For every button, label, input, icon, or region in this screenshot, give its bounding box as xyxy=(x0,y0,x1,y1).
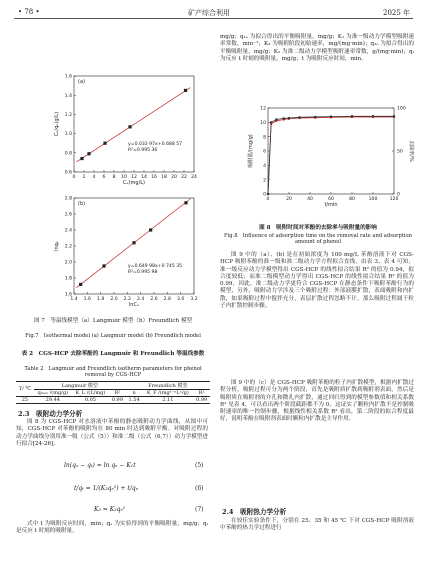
x-tick-label: 6 xyxy=(102,175,106,180)
data-point xyxy=(298,116,300,118)
x-tick-label: 4 xyxy=(92,175,96,180)
table2-header: R² xyxy=(114,390,121,396)
fig8-chart xyxy=(220,100,416,220)
panel-label: (b) xyxy=(78,201,86,207)
fig9-discussion: 图 9 中的（a）、(b) 是在初始浓度为 100 mg/L 苯酚溶液下对 CGS-HCP 吸附苯酚的准一级和准二级动力学方程拟合直线，由表 3、表 4 可知，准一级反应动力学模型得出 CGS-HCP 的线性拟合结果 R² 的值为 0.94，拟合度较低；而准二级模型动力学得出 CGS-HCP 的线性拟合结果 R² 的值为 0.99，因此，准二级动力学更符合 CGS-HCP 在静态条件下吸附苯酚行为的模型，另外，吸附动力学涉及三个吸附过程：外部液膜扩散，表面吸附和内扩散，如果吸附过程中搅拌充分，表层扩散过程忽略不计，那么吸附过程属于粒子内扩散控制步骤。 xyxy=(220,252,414,310)
plot-frame xyxy=(74,198,194,294)
page-number: • 78 • xyxy=(18,8,40,16)
section-2-3-para1: 图 8 为 CGS-HCP 对水溶液中苯酚的静态吸附动力学曲线，从图中可知，CGS-HCP 对苯酚的吸附均在 80 min 时达到吸附平衡。对吸附过程的动力学曲线分别用准一级（公式（5））和准二级（公式（6,7））动力学模型进行拟合[24-26]。 xyxy=(16,419,208,447)
data-point xyxy=(80,157,83,160)
x-tick-label: 0 xyxy=(266,197,270,202)
y-tick-label: 0 xyxy=(263,192,266,198)
panel-label: (a) xyxy=(78,79,85,85)
fig7a-plot xyxy=(54,74,197,186)
plot-frame xyxy=(268,108,394,194)
x-tick-label: 20 xyxy=(171,175,177,180)
data-point xyxy=(393,115,395,117)
x-tick-label: 40 xyxy=(307,197,313,202)
equation-7: K₃ = K₂qₑ² xyxy=(94,506,126,513)
journal-year: 2025 年 xyxy=(383,9,411,17)
fig7-charts xyxy=(16,70,206,320)
x-tick-label: 1.4 xyxy=(70,297,78,302)
data-point xyxy=(351,115,353,117)
series-line xyxy=(268,117,394,194)
table-row xyxy=(16,397,210,404)
x-tick-label: 1.8 xyxy=(97,297,105,302)
x-tick-label: 3.2 xyxy=(190,297,198,302)
y-tick-label: 10 xyxy=(260,120,266,126)
table2-caption-en: Table 2 Langmuir and Freundlich isotherm parameters for phenol removal by CGS-HCP xyxy=(24,366,202,379)
x-tick-label: 16 xyxy=(151,175,157,180)
y-tick-label: 2.8 xyxy=(64,196,72,202)
x-tick-label: 3.0 xyxy=(177,297,185,302)
x-tick-label: 2.4 xyxy=(137,297,145,302)
x-tick-label: 22 xyxy=(181,175,187,180)
fig9c-discussion: 图 9 中的（c）是 CGS-HCP 吸附苯酚的粒子内扩散模型，根据内扩散过程分析，吸附过程可分为两个阶段，首先是吸附质扩散到吸附剂表面，然后是吸附质在吸附剂的介孔和微孔内扩散，通过回归得到的模型参数值和相关系数 R² 见表 4，可以看出两个阶段截距都不为 0，这证实了颗粒内扩散不是控制吸附速率的唯一控制步骤，根据线性相关系数 R² 看出，第二阶段的拟合程度最好，说明苯酚在吸附剂表面时颗粒内扩散是主导作用。 xyxy=(220,380,414,423)
x-tick-label: 10 xyxy=(121,175,127,180)
x-tick-label: 20 xyxy=(286,197,292,202)
table2-cell: 0.99 xyxy=(111,397,123,403)
y-tick-label: 2.4 xyxy=(64,228,72,234)
x-tick-label: 1.6 xyxy=(83,297,91,302)
x-tick-label: 100 xyxy=(368,197,378,202)
fig7b-plot xyxy=(54,196,198,308)
equation-5: ln(qₑ − qₜ) = ln qₑ − K₁t xyxy=(64,462,136,469)
data-point xyxy=(128,125,131,128)
section-2-3-para2: 式中 t 为吸附反应时间，min；qₑ 为实验得到的平衡吸附量，mg/g；qₜ 是反应 t 时刻的吸附量， xyxy=(16,521,208,535)
x-tick-label: 14 xyxy=(141,175,147,180)
y-tick-label: 6 xyxy=(263,149,266,155)
x-tick-label: 120 xyxy=(389,197,399,202)
x-tick-label: 80 xyxy=(349,197,355,202)
x-tick-label: 8 xyxy=(112,175,116,180)
fit-r2: R²=0.995 98 xyxy=(128,270,158,276)
equation-6: t/qₜ = 1/(K₂qₑ²) + t/qₑ xyxy=(74,485,139,492)
x-tick-label: 60 xyxy=(328,197,334,202)
data-point xyxy=(184,89,187,92)
fig7-caption-cn: 图 7 等温线模型（a）Langmuir 模型（b）Freundlich 模型 xyxy=(33,318,193,324)
table2 xyxy=(16,381,210,404)
x-tick-label: 2 xyxy=(82,175,86,180)
fig7-caption-en: Fig.7 Isothermal model (a) Langmuir model (b) Freundlich model xyxy=(25,333,201,339)
x-tick-label: 2.8 xyxy=(163,297,171,302)
y-tick-label: 2.2 xyxy=(64,244,72,250)
table2-cell: 25 xyxy=(21,397,29,403)
x-tick-label: 2.6 xyxy=(150,297,158,302)
section-2-4-heading: 2.4 吸附热力学分析 xyxy=(222,508,287,516)
x-axis-label: lnCₑ xyxy=(128,302,140,308)
section-2-3-heading: 2.3 吸附动力学分析 xyxy=(18,410,83,418)
y-tick-label: 2.6 xyxy=(64,212,72,218)
table2-cell: 0.05 xyxy=(84,397,96,403)
y-tick-label: 2 xyxy=(263,178,266,184)
table2-group: Langmuir 模型 xyxy=(34,382,126,390)
data-point xyxy=(79,283,82,286)
y-tick-label: 0.6 xyxy=(64,170,72,176)
y-axis-label: Cₑ/qₑ(g/L) xyxy=(54,111,60,137)
data-point xyxy=(288,117,290,119)
table2-header: R² xyxy=(198,390,205,396)
x-tick-label: 2.2 xyxy=(123,297,131,302)
data-point xyxy=(184,201,187,204)
y-tick-label: 1.2 xyxy=(64,113,72,118)
y-axis-label: lnqₑ xyxy=(54,241,60,251)
y-tick-label: 0.8 xyxy=(64,151,72,157)
x-tick-label: 2.0 xyxy=(110,297,118,302)
fit-r2: R²=0.995 36 xyxy=(128,148,158,154)
table2-header: n xyxy=(132,390,136,396)
y-tick-label: 1.6 xyxy=(64,74,72,80)
data-point xyxy=(102,264,105,267)
fit-equation: y=0.033 97x+0.688 57 xyxy=(128,142,183,148)
header-rule xyxy=(14,18,413,19)
data-point xyxy=(270,121,272,123)
table2-caption-cn: 表 2 CGS-HCP 去除苯酚的 Langmuir 和 Freundlich 等温线参数 xyxy=(21,351,205,357)
y-tick-label: 12 xyxy=(260,106,266,112)
table2-group: Freundlich 模型 xyxy=(126,382,210,390)
symbol-definitions: mg/g；q₁ₑ 为拟合得出的平衡吸附量，mg/g；K₁ 为准一级动力学模型吸附速率常数，min⁻¹；K₃ 为吸附阶段初始速率，mg/(mg·min)；q₂ₑ 为拟合得出的平衡吸附量，mg/g；K₂ 为准二级动力学模型吸附速率常数，g/(mg·min)；qₜ 为反应 t 时刻的吸附量，mg/g；t 为吸附反应时间，min。 xyxy=(220,34,414,62)
y-tick-label: 2.0 xyxy=(64,260,72,266)
table2-header: T/ ℃ xyxy=(18,386,32,392)
data-point xyxy=(275,118,277,120)
fit-equation: y=0.649 98x+0.745 35 xyxy=(128,264,183,270)
table2-header: K_F /(mg¹⁻ⁿLⁿ/g) xyxy=(146,390,189,396)
journal-name: 矿产综合利用 xyxy=(188,9,230,17)
data-point xyxy=(314,116,316,118)
data-point xyxy=(283,117,285,119)
y-right-tick-label: 0 xyxy=(397,192,400,198)
y-tick-label: 8 xyxy=(263,135,266,141)
x-tick-label: 18 xyxy=(161,175,167,180)
y-tick-label: 1.4 xyxy=(64,93,72,99)
x-tick-label: 0 xyxy=(72,175,76,180)
table2-cell: 29.44 xyxy=(45,397,60,403)
y-right-axis-label: 去除率/% xyxy=(408,140,414,162)
table2-cell: 1.54 xyxy=(128,397,140,403)
y-tick-label: 1.6 xyxy=(64,292,72,298)
data-point xyxy=(87,152,90,155)
section-2-4-para: 在较佳实验条件下，分别在 25、35 和 45 ℃ 下对 CGS-HCP 吸附溶液中苯酚的热力学过程进行 xyxy=(220,518,414,532)
data-point xyxy=(103,142,106,145)
fig8-caption-cn: 图 8 吸附时间对苯酚的去除率与吸附量的影响 xyxy=(259,225,377,231)
equation-6-number: (6) xyxy=(195,485,204,492)
equation-5-number: (5) xyxy=(195,462,204,469)
fig8-caption-en: Fig.8 Influence of adsorption time on the removal rate and adsorption amount of phenol xyxy=(223,233,413,246)
y-tick-label: 4 xyxy=(263,163,266,169)
table2-header: qₘₐₓ /(mg/g) xyxy=(37,390,68,396)
data-point xyxy=(330,115,332,117)
x-axis-label: t/min xyxy=(324,202,338,208)
x-tick-label: 24 xyxy=(191,175,197,180)
fig8-plot xyxy=(247,106,415,208)
y-tick-label: 1.0 xyxy=(64,132,72,138)
table2-cell: 2.11 xyxy=(162,397,174,403)
series-line xyxy=(268,116,394,194)
table2-cell: 0.99 xyxy=(196,397,208,403)
equation-7-number: (7) xyxy=(195,506,204,513)
y-right-tick-label: 100 xyxy=(397,106,406,112)
x-axis-label: Cₑ(mg/L) xyxy=(123,180,145,186)
data-point xyxy=(132,241,135,244)
table2-header: K_L /(L/mg) xyxy=(75,390,106,396)
data-point xyxy=(149,228,152,231)
y-axis-label: 吸附量/(mg/g) xyxy=(248,134,254,168)
x-tick-label: 12 xyxy=(131,175,137,180)
y-tick-label: 1.8 xyxy=(64,276,72,282)
data-point xyxy=(267,193,269,195)
y-right-tick-label: 50 xyxy=(397,149,403,155)
data-point xyxy=(372,115,374,117)
